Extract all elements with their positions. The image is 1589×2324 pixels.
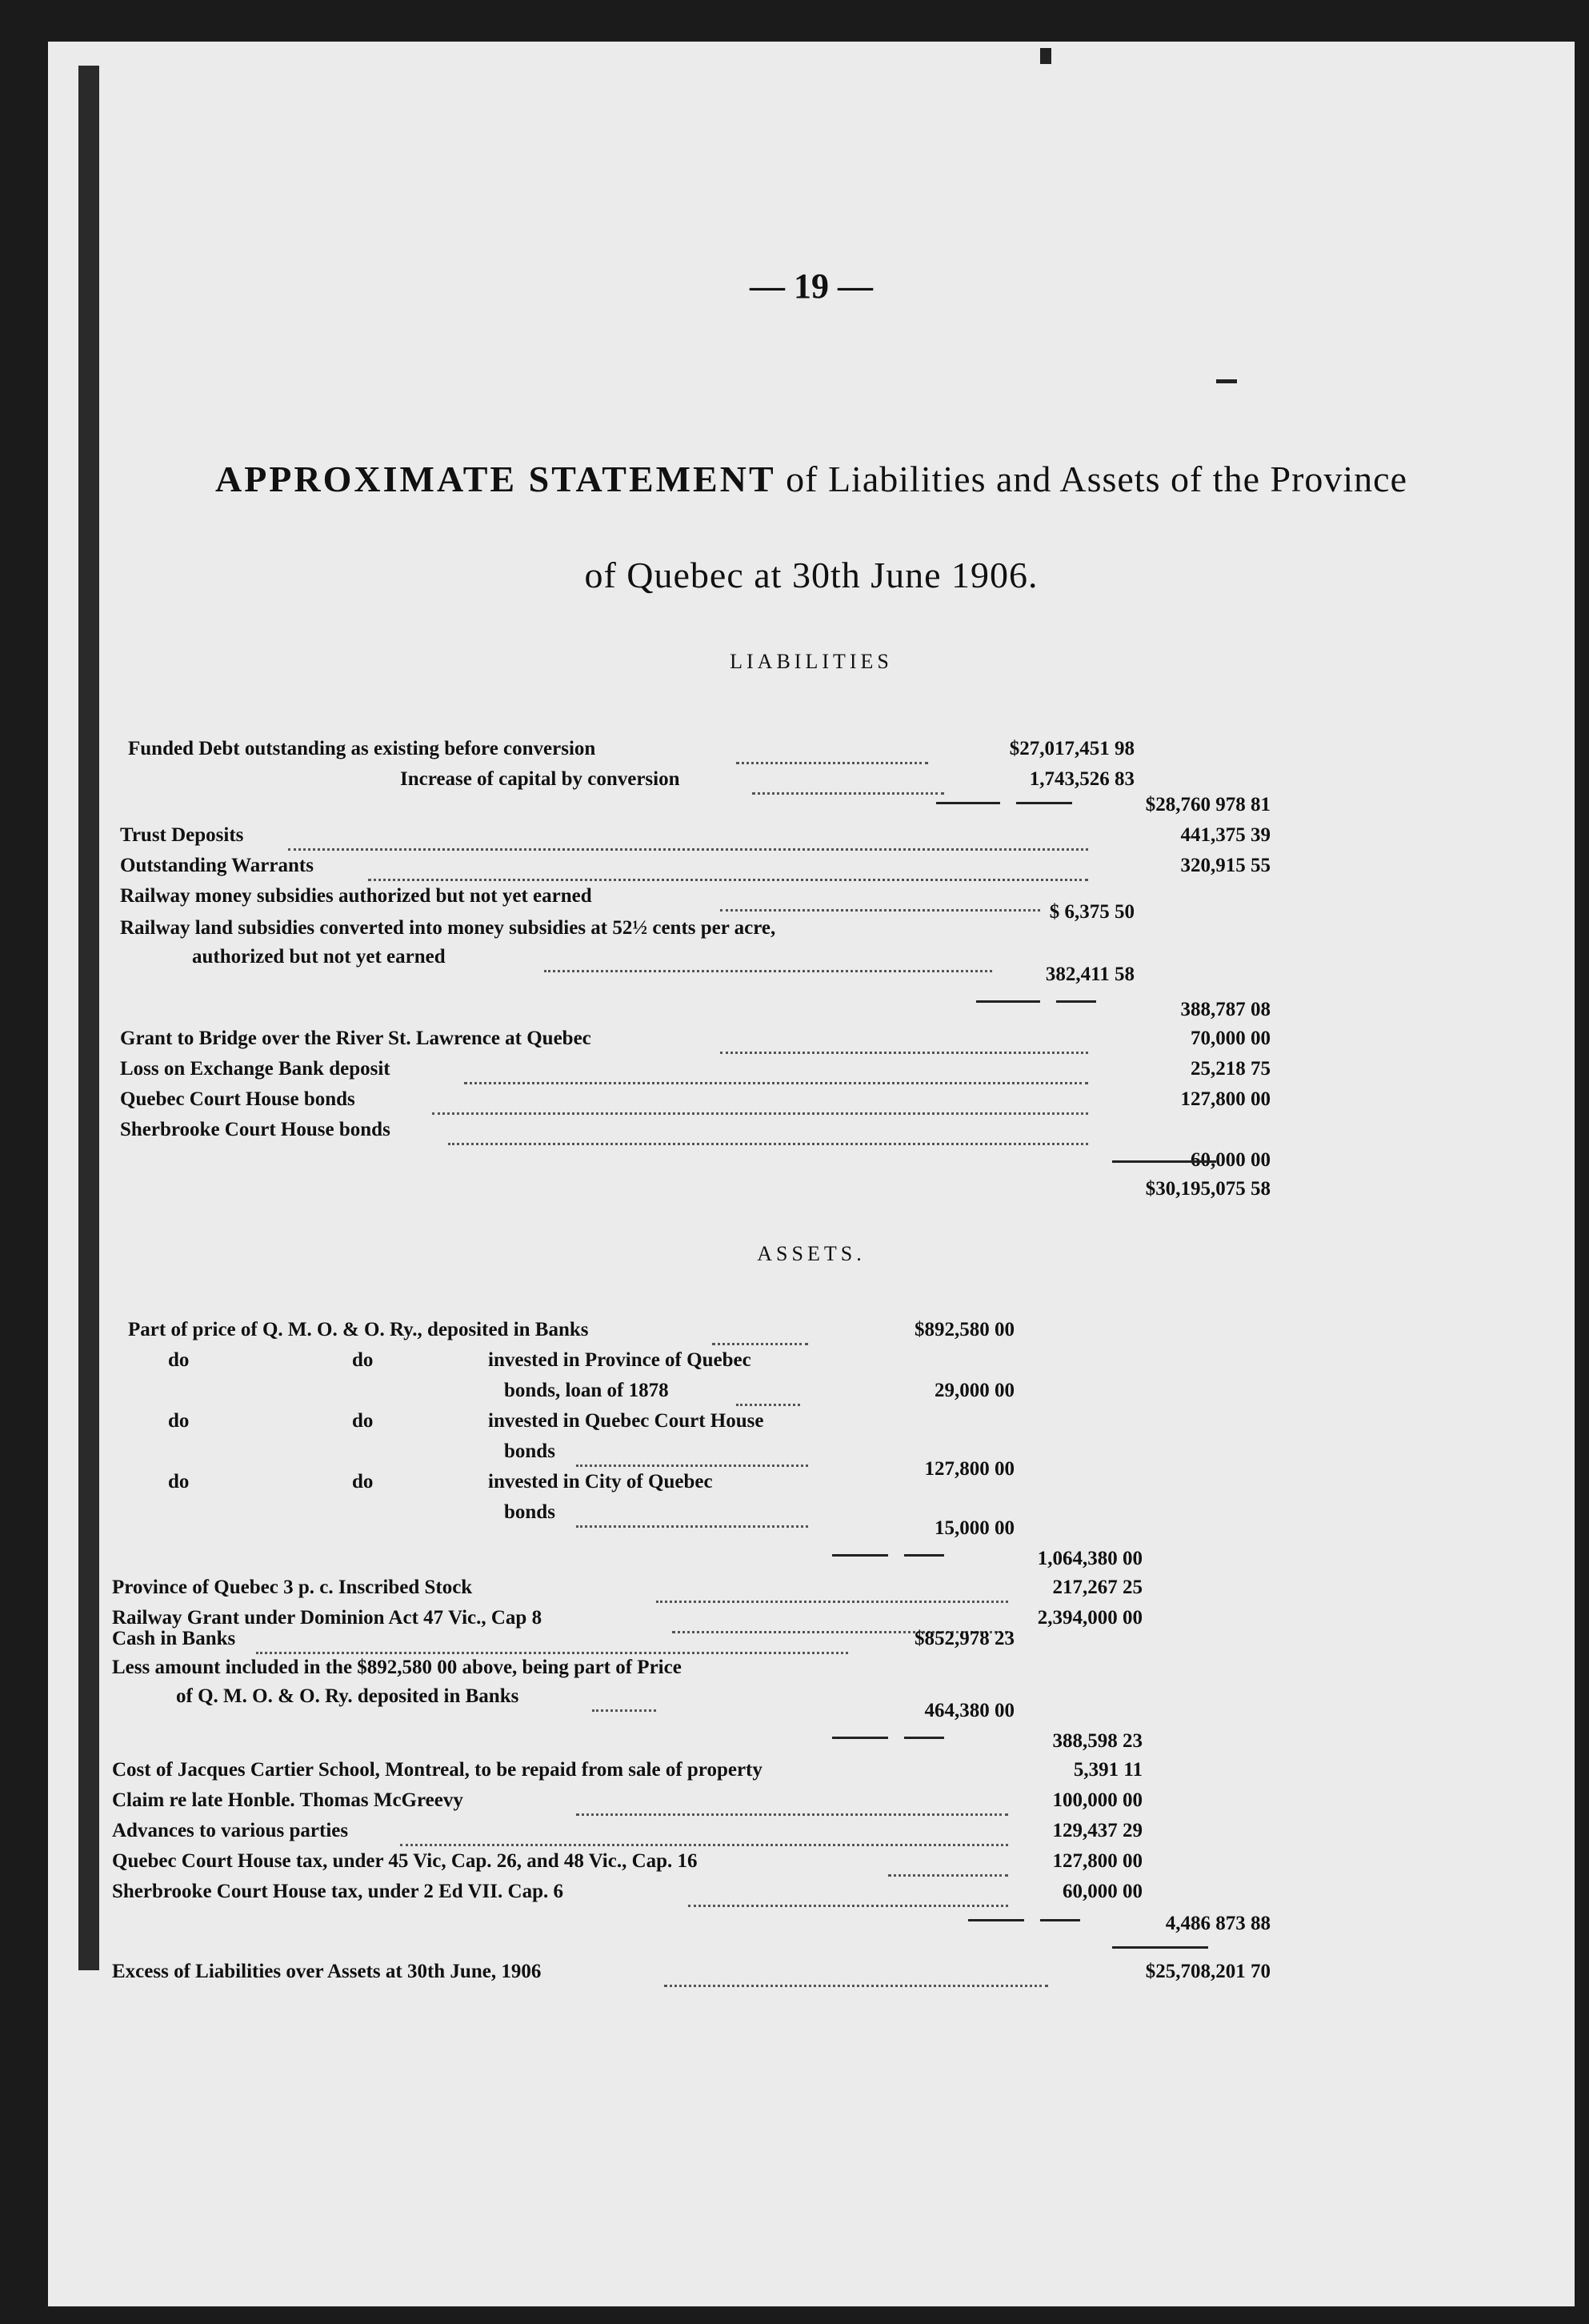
ledger-row: [48, 1178, 1575, 1210]
title-caps: APPROXIMATE STATEMENT: [214, 459, 776, 499]
row-label: do: [168, 1349, 190, 1371]
leader-dots: [256, 1652, 848, 1654]
ledger-row: [48, 824, 1575, 856]
row-amount: 129,437 29: [1052, 1820, 1143, 1841]
row-label: bonds, loan of 1878: [504, 1380, 669, 1401]
ledger-row: [48, 999, 1575, 1031]
ledger-row: [48, 855, 1575, 887]
ledger-row: [48, 1380, 1575, 1412]
page-subtitle: of Quebec at 30th June 1906.: [584, 555, 1039, 595]
row-amount: 127,800 00: [1052, 1850, 1143, 1872]
row-label: Claim re late Honble. Thomas McGreevy: [112, 1789, 463, 1811]
row-label: authorized but not yet earned: [192, 946, 446, 968]
excess-label: Excess of Liabilities over Assets at 30th June, 1906: [112, 1961, 542, 1982]
ledger-row: [48, 794, 1575, 826]
ledger-row: [48, 1058, 1575, 1090]
ledger-row: [48, 1577, 1575, 1609]
row-amount: $27,017,451 98: [1009, 738, 1135, 759]
ledger-row: [48, 1349, 1575, 1381]
row-label: Cash in Banks: [112, 1628, 236, 1649]
row-amount: 382,411 58: [1045, 964, 1135, 985]
row-amount: 320,915 55: [1180, 855, 1271, 876]
ledger-row: [48, 1548, 1575, 1580]
page-number: — 19 —: [750, 266, 873, 306]
ledger-row: [48, 1319, 1575, 1351]
row-label: do: [352, 1471, 374, 1493]
row-label: Grant to Bridge over the River St. Lawrence at Quebec: [120, 1028, 591, 1049]
row-label: bonds: [504, 1501, 555, 1523]
ledger-row: [48, 1471, 1575, 1503]
row-amount: 15,000 00: [935, 1517, 1015, 1539]
ledger-row: [48, 1759, 1575, 1791]
row-amount: 127,800 00: [924, 1458, 1015, 1480]
leader-dots: [432, 1112, 1088, 1115]
row-amount: $ 6,375 50: [1049, 901, 1135, 923]
row-label: Sherbrooke Court House bonds: [120, 1119, 390, 1140]
row-label: do: [352, 1410, 374, 1432]
leader-dots: [448, 1143, 1088, 1145]
row-amount: 29,000 00: [935, 1380, 1015, 1401]
title-rest: of Liabilities and Assets of the Province: [786, 459, 1408, 499]
row-label: invested in Quebec Court House: [488, 1410, 764, 1432]
leader-dots: [288, 848, 1088, 851]
row-label: Advances to various parties: [112, 1820, 349, 1841]
row-label: Less amount included in the $892,580 00 above, being part of Price: [112, 1657, 682, 1678]
ledger-row: [48, 738, 1575, 770]
row-amount: 217,267 25: [1052, 1577, 1143, 1598]
ledger-row: [48, 964, 1575, 996]
row-label: Cost of Jacques Cartier School, Montreal, to be repaid from sale of property: [112, 1759, 762, 1781]
row-amount: 5,391 11: [1073, 1759, 1143, 1781]
liabilities-heading: LIABILITIES: [730, 650, 893, 673]
leader-dots: [664, 1985, 1048, 1987]
leader-dots: [736, 1404, 800, 1406]
scan-speck: [1040, 48, 1051, 64]
leader-dots: [464, 1082, 1088, 1084]
row-label: Quebec Court House tax, under 45 Vic, Cap. 26, and 48 Vic., Cap. 16: [112, 1850, 698, 1872]
row-amount: $892,580 00: [915, 1319, 1015, 1340]
row-amount: 70,000 00: [1191, 1028, 1271, 1049]
row-label: Outstanding Warrants: [120, 855, 314, 876]
leader-dots: [368, 879, 1088, 881]
leader-dots: [688, 1905, 1008, 1907]
ledger-row: [48, 1657, 1575, 1689]
row-amount: 60,000 00: [1063, 1881, 1143, 1902]
assets-heading: ASSETS.: [757, 1242, 866, 1265]
row-amount: 25,218 75: [1191, 1058, 1271, 1080]
row-label: of Q. M. O. & O. Ry. deposited in Banks: [176, 1685, 519, 1707]
ledger-row: [48, 1410, 1575, 1442]
row-label: bonds: [504, 1440, 555, 1462]
leader-dots: [576, 1813, 1008, 1816]
ledger-row: [48, 1789, 1575, 1821]
row-label: Trust Deposits: [120, 824, 244, 846]
row-label: Railway money subsidies authorized but not yet earned: [120, 885, 592, 907]
row-label: invested in Province of Quebec: [488, 1349, 751, 1371]
assets-total-amount: 4,486 873 88: [1165, 1913, 1271, 1934]
ledger-row: [48, 1913, 1575, 1945]
row-label: Increase of capital by conversion: [400, 768, 680, 790]
row-label: Funded Debt outstanding as existing before conversion: [128, 738, 596, 759]
ledger-row: [48, 1149, 1575, 1181]
row-amount: 1,743,526 83: [1029, 768, 1135, 790]
row-amount: 127,800 00: [1180, 1088, 1271, 1110]
leader-dots: [656, 1601, 1008, 1603]
row-label: Railway land subsidies converted into money subsidies at 52½ cents per acre,: [120, 917, 776, 939]
ledger-row: [48, 1961, 1575, 1993]
row-label: Quebec Court House bonds: [120, 1088, 355, 1110]
row-label: Railway Grant under Dominion Act 47 Vic., Cap 8: [112, 1607, 542, 1629]
row-label: do: [168, 1410, 190, 1432]
row-amount: 100,000 00: [1052, 1789, 1143, 1811]
ledger-row: [48, 1881, 1575, 1913]
row-amount: 60,000 00: [1191, 1149, 1271, 1171]
page-title: [48, 458, 1575, 500]
scan-speck: [1216, 379, 1237, 383]
excess-amount: $25,708,201 70: [1145, 1961, 1271, 1982]
row-label: Sherbrooke Court House tax, under 2 Ed VII. Cap. 6: [112, 1881, 563, 1902]
row-amount: $852,978 23: [915, 1628, 1015, 1649]
ledger-row: [48, 1730, 1575, 1762]
ledger-row: [48, 1119, 1575, 1151]
row-amount: 388,598 23: [1052, 1730, 1143, 1752]
row-label: Province of Quebec 3 p. c. Inscribed Stock: [112, 1577, 473, 1598]
ledger-row: [48, 1700, 1575, 1732]
document-page: [48, 42, 1575, 2306]
ledger-row: [48, 1517, 1575, 1549]
grand-total-amount: $30,195,075 58: [1145, 1178, 1271, 1200]
row-amount: 1,064,380 00: [1037, 1548, 1143, 1569]
row-label: invested in City of Quebec: [488, 1471, 713, 1493]
row-label: Loss on Exchange Bank deposit: [120, 1058, 390, 1080]
row-label: do: [352, 1349, 374, 1371]
row-label: Part of price of Q. M. O. & O. Ry., deposited in Banks: [128, 1319, 589, 1340]
leader-dots: [888, 1874, 1008, 1877]
row-amount: $28,760 978 81: [1145, 794, 1271, 815]
ledger-row: [48, 1850, 1575, 1882]
ledger-row: [48, 1088, 1575, 1120]
row-amount: 464,380 00: [924, 1700, 1015, 1721]
row-amount: 388,787 08: [1180, 999, 1271, 1020]
row-label: do: [168, 1471, 190, 1493]
leader-dots: [720, 1052, 1088, 1054]
ledger-row: [48, 1628, 1575, 1660]
leader-dots: [400, 1844, 1008, 1846]
leader-dots: [712, 1343, 808, 1345]
sum-rule: [1112, 1946, 1208, 1949]
ledger-row: [48, 1820, 1575, 1852]
sum-rule: [1112, 1160, 1216, 1163]
ledger-row: [48, 1028, 1575, 1060]
row-amount: 2,394,000 00: [1037, 1607, 1143, 1629]
row-amount: 441,375 39: [1180, 824, 1271, 846]
ledger-row: [48, 917, 1575, 949]
leader-dots: [736, 762, 928, 764]
